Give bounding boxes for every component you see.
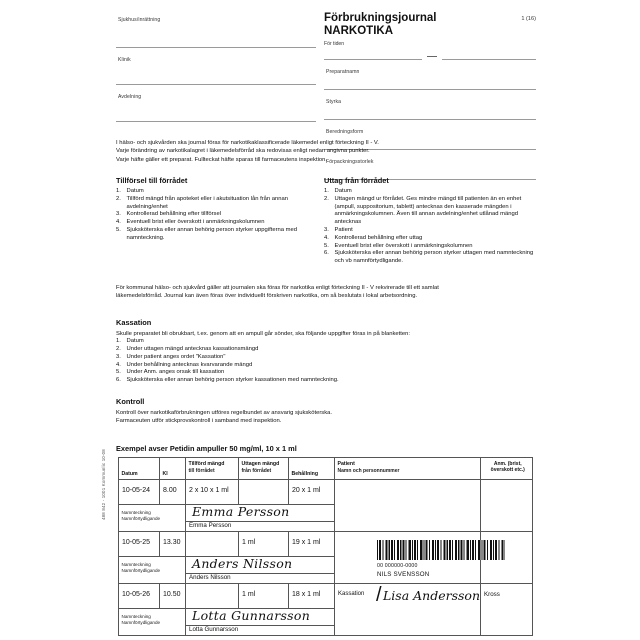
list-item-text: Sjuksköterska eller annan behörig person styrker uppgifterna med namnteckning. xyxy=(126,226,298,241)
col-header-uttagen-sub: från förrådet xyxy=(241,467,272,474)
cell-kl[interactable] xyxy=(160,532,186,557)
list-item xyxy=(116,346,536,354)
tillforsel-list xyxy=(116,188,321,243)
list-marker: 5. xyxy=(116,226,121,233)
uttag-heading: Uttag från förrådet xyxy=(324,176,389,185)
cell-kl-value: 8.00 xyxy=(163,487,177,494)
signature-printed: Anders Nilsson xyxy=(189,574,231,581)
signature-label-line1: Namnteckning xyxy=(121,562,151,567)
kassation-heading: Kassation xyxy=(116,318,152,327)
kommunal-paragraph xyxy=(116,284,536,301)
for-tiden-dash xyxy=(427,56,437,57)
header-left-fields xyxy=(116,8,316,122)
section-kassation xyxy=(116,318,536,385)
list-item xyxy=(116,219,321,227)
patient-kassation-label: Kassation xyxy=(338,591,365,597)
col-header-patient-title: Patient xyxy=(337,461,355,467)
signature-printed: Lotta Gunnarsson xyxy=(189,626,239,633)
cell-behallning[interactable] xyxy=(289,532,335,557)
for-tiden-field[interactable] xyxy=(324,47,536,60)
list-item-text: Sjuksköterska eller annan behörig person styrker uttagen med namnteckning och vb namnförtydligande. xyxy=(334,250,534,265)
journal-table-head xyxy=(119,458,533,480)
list-item xyxy=(324,188,538,196)
signature-label xyxy=(122,614,161,626)
list-marker: 1. xyxy=(324,188,329,194)
patient-name: NILS SVENSSON xyxy=(377,570,430,578)
cell-anm[interactable] xyxy=(481,532,533,584)
field-forpackningsstorlek-label: Förpackningsstorlek xyxy=(326,159,374,166)
list-item-text: Tillförd mängd från apoteket eller i akutsituation lån från annan avdelning/enhet xyxy=(126,195,289,210)
col-header-kl-text: Kl xyxy=(162,471,168,477)
field-sjukhus-label: Sjukhus/inrättning xyxy=(118,17,161,23)
signature-label xyxy=(122,562,161,574)
field-preparatnamn[interactable] xyxy=(324,60,536,90)
cell-datum-value: 10-05-24 xyxy=(122,487,151,494)
intro-line-2: Varje förändring av narkotikalagret i läkemedelsförråd ska redovisas enligt nedan angivna punkter. xyxy=(116,148,370,155)
field-klinik-label: Klinik xyxy=(118,57,131,63)
signature-cell[interactable] xyxy=(186,557,335,584)
table-row xyxy=(119,584,533,609)
kommunal-line-1: För kommunal hälso- och sjukvård gäller att journalen ska föras för narkotika enligt förteckning II - V rekvirerade till ett samlat xyxy=(116,285,439,291)
signature-printed: Emma Persson xyxy=(189,522,232,529)
list-item xyxy=(324,196,538,227)
signature-label-line2: Namnförtydligande xyxy=(121,620,161,625)
list-item-text: Datum xyxy=(334,188,352,194)
page-number: 1 (16) xyxy=(521,16,536,22)
cell-behallning-value: 19 x 1 ml xyxy=(292,539,321,546)
field-styrka-label: Styrka xyxy=(326,99,342,106)
cell-kl[interactable] xyxy=(160,480,186,505)
list-item-text: Eventuell brist eller överskott i anmärkningskolumnen xyxy=(334,242,473,249)
signature-cell[interactable] xyxy=(186,609,335,636)
signature-label-line1: Namnteckning xyxy=(121,614,151,619)
col-header-behallning-text: Behållning xyxy=(291,471,319,477)
cell-uttagen[interactable] xyxy=(239,480,289,505)
page-title: Förbrukningsjournal xyxy=(324,12,437,24)
example-table-title: Exempel avser Petidin ampuller 50 mg/ml, 10 x 1 ml xyxy=(116,444,297,453)
list-item xyxy=(324,227,538,235)
list-item-text: Patient xyxy=(334,226,353,233)
list-marker: 5. xyxy=(324,242,329,249)
signature-label-cell xyxy=(119,609,186,636)
kontroll-heading: Kontroll xyxy=(116,397,145,406)
col-header-anm-text: Anm. (brist, överskott etc.) xyxy=(490,461,525,474)
intro-paragraph xyxy=(116,139,536,164)
list-marker: 1. xyxy=(116,338,121,345)
cell-tillford[interactable] xyxy=(186,532,239,557)
list-marker: 4. xyxy=(116,361,121,368)
table-row xyxy=(119,532,533,557)
cell-uttagen-value: 1 ml xyxy=(242,539,256,546)
uttag-list xyxy=(324,188,538,266)
list-item-text: Under uttagen mängd antecknas kassationsmängd xyxy=(126,346,259,353)
col-header-tillford-title: Tillförd mängd xyxy=(188,461,225,467)
list-marker: 3. xyxy=(116,353,121,360)
kassation-lead: Skulle preparatet bli obrukbart, t.ex. genom att en ampull går sönder, ska följande uppgifter föras in på blanketten: xyxy=(116,331,410,337)
slash-icon: / xyxy=(376,584,382,606)
journal-table xyxy=(118,457,533,636)
list-item-text: Sjuksköterska eller annan behörig person styrker kassationen med namnteckning. xyxy=(126,377,339,384)
cell-tillford-value: 2 x 10 x 1 ml xyxy=(189,487,229,494)
list-item-text: Eventuell brist eller överskott i anmärkningskolumnen xyxy=(126,219,265,226)
kontroll-line-2: Farmaceuten utför stickprovskontroll i samband med inspektion. xyxy=(116,418,282,425)
col-header-patient xyxy=(335,458,481,480)
cell-uttagen-value: 1 ml xyxy=(242,591,256,598)
journal-table-body xyxy=(119,480,533,636)
kassation-signature-handwritten: Lisa Andersson xyxy=(383,588,480,603)
field-beredningsform-label: Beredningsform xyxy=(326,129,364,136)
col-header-kl xyxy=(160,458,186,480)
list-item-text: Under behållning antecknas kvarvarande mängd xyxy=(126,361,253,368)
kassation-list xyxy=(116,338,536,385)
list-item-text: Kontrollerad behållning efter tillförsel xyxy=(126,211,222,218)
signature-label-line2: Namnförtydligande xyxy=(121,568,161,573)
intro-line-3: Varje häfte gäller ett preparat. Fullteckat häfte sparas till farmaceutens inspektion. xyxy=(116,156,328,163)
col-header-tillford-mangd xyxy=(186,458,239,480)
table-header-row xyxy=(119,458,533,480)
field-avdelning-rule xyxy=(116,121,316,122)
signature-handwritten: Emma Persson xyxy=(192,504,290,519)
cell-datum[interactable] xyxy=(119,584,160,609)
kontroll-line-1: Kontroll över narkotikaförbrukningen utföres regelbundet av ansvarig sjuksköterska. xyxy=(116,410,333,416)
cell-anm-value: Kross xyxy=(484,591,500,598)
list-marker: 1. xyxy=(116,188,121,194)
cell-behallning[interactable] xyxy=(289,584,335,609)
list-item xyxy=(324,243,538,251)
cell-behallning-value: 20 x 1 ml xyxy=(292,487,321,494)
col-header-datum xyxy=(119,458,160,480)
field-klinik[interactable] xyxy=(116,48,316,85)
cell-kl[interactable] xyxy=(160,584,186,609)
signature-handwritten: Lotta Gunnarsson xyxy=(192,608,311,623)
form-edge-code: 488 842 - 1001 Kommunlic 10-08 xyxy=(101,449,106,520)
list-marker: 2. xyxy=(324,195,329,202)
cell-behallning[interactable] xyxy=(289,480,335,505)
list-marker: 3. xyxy=(116,211,121,218)
col-header-anm xyxy=(481,458,533,480)
intro-line-1: I hälso- och sjukvården ska journal föras för narkotikaklassificerade läkemedel enligt förteckning II - V. xyxy=(116,140,379,146)
list-item xyxy=(116,369,536,377)
tillforsel-heading: Tillförsel till förrådet xyxy=(116,176,188,185)
signature-cell[interactable] xyxy=(186,505,335,532)
cell-anm[interactable] xyxy=(481,584,533,636)
signature-label xyxy=(122,510,161,522)
signature-label-line1: Namnteckning xyxy=(121,510,151,515)
col-header-tillford-sub: till förrådet xyxy=(188,467,215,474)
col-header-datum-text: Datum xyxy=(121,471,138,477)
cell-datum[interactable] xyxy=(119,532,160,557)
section-tillforsel xyxy=(116,176,321,243)
list-marker: 4. xyxy=(116,219,121,226)
list-item-text: Under patient anges ordet "Kassation" xyxy=(126,353,226,360)
cell-patient[interactable] xyxy=(335,480,481,532)
list-marker: 6. xyxy=(324,250,329,257)
list-item-text: Datum xyxy=(126,338,144,345)
list-item-text: Uttagen mängd ur förrådet. Ges mindre mängd till patienten än en enhet (ampull, suppositorium, tablett) antecknas den kasserade mängden i anmärkningskolumnen. Även till annan avdelning/enhet utlånad mängd antecknas xyxy=(334,195,522,226)
signature-label-cell xyxy=(119,505,186,532)
list-item xyxy=(324,235,538,243)
list-item-text: Kontrollerad behållning efter uttag xyxy=(334,234,423,241)
list-item-text: Datum xyxy=(126,188,144,194)
col-header-patient-sub: Namn och personnummer xyxy=(337,467,400,474)
cell-datum[interactable] xyxy=(119,480,160,505)
cell-datum-value: 10-05-25 xyxy=(122,539,151,546)
field-sjukhus[interactable] xyxy=(116,8,316,48)
cell-anm[interactable] xyxy=(481,480,533,532)
col-header-behallning xyxy=(289,458,335,480)
list-marker: 2. xyxy=(116,346,121,353)
field-avdelning-label: Avdelning xyxy=(118,94,142,100)
col-header-uttagen-mangd xyxy=(239,458,289,480)
list-item-text: Under Anm. anges orsak till kassation xyxy=(126,369,225,376)
page-subtitle: NARKOTIKA xyxy=(324,24,393,37)
list-marker: 5. xyxy=(116,369,121,376)
signature-label-cell xyxy=(119,557,186,584)
signature-label-line2: Namnförtydligande xyxy=(121,516,161,521)
list-item xyxy=(116,196,321,212)
list-item xyxy=(116,338,536,346)
kommunal-line-2: läkemedelsförråd. Journal kan även föras över individuellt förskriven narkotika, om så beslutats i lokal arbetsordning. xyxy=(116,293,418,300)
field-avdelning[interactable] xyxy=(116,85,316,122)
table-row xyxy=(119,480,533,505)
cell-uttagen[interactable] xyxy=(239,584,289,609)
cell-patient[interactable] xyxy=(335,584,481,636)
list-item xyxy=(116,362,536,370)
field-styrka[interactable] xyxy=(324,90,536,120)
list-marker: 3. xyxy=(324,226,329,233)
cell-kl-value: 13.30 xyxy=(163,539,181,546)
list-marker: 4. xyxy=(324,234,329,241)
cell-kl-value: 10.50 xyxy=(163,591,181,598)
list-item xyxy=(116,377,536,385)
cell-patient[interactable] xyxy=(335,532,481,584)
list-item xyxy=(116,188,321,196)
list-marker: 6. xyxy=(116,377,121,384)
field-preparatnamn-label: Preparatnamn xyxy=(326,69,360,76)
cell-tillford[interactable] xyxy=(186,480,239,505)
list-marker: 2. xyxy=(116,195,121,202)
signature-handwritten: Anders Nilsson xyxy=(192,556,293,571)
list-item xyxy=(116,354,536,362)
section-uttag xyxy=(324,176,538,266)
for-tiden-label: För tiden xyxy=(324,41,345,48)
cell-datum-value: 10-05-26 xyxy=(122,591,151,598)
list-item xyxy=(324,250,538,266)
patient-personnummer: 00 000000-0000 xyxy=(377,563,418,569)
cell-tillford[interactable] xyxy=(186,584,239,609)
list-item xyxy=(116,227,321,243)
section-kontroll xyxy=(116,397,536,426)
cell-uttagen[interactable] xyxy=(239,532,289,557)
list-item xyxy=(116,211,321,219)
col-header-uttagen-title: Uttagen mängd xyxy=(241,461,280,467)
cell-behallning-value: 18 x 1 ml xyxy=(292,591,321,598)
